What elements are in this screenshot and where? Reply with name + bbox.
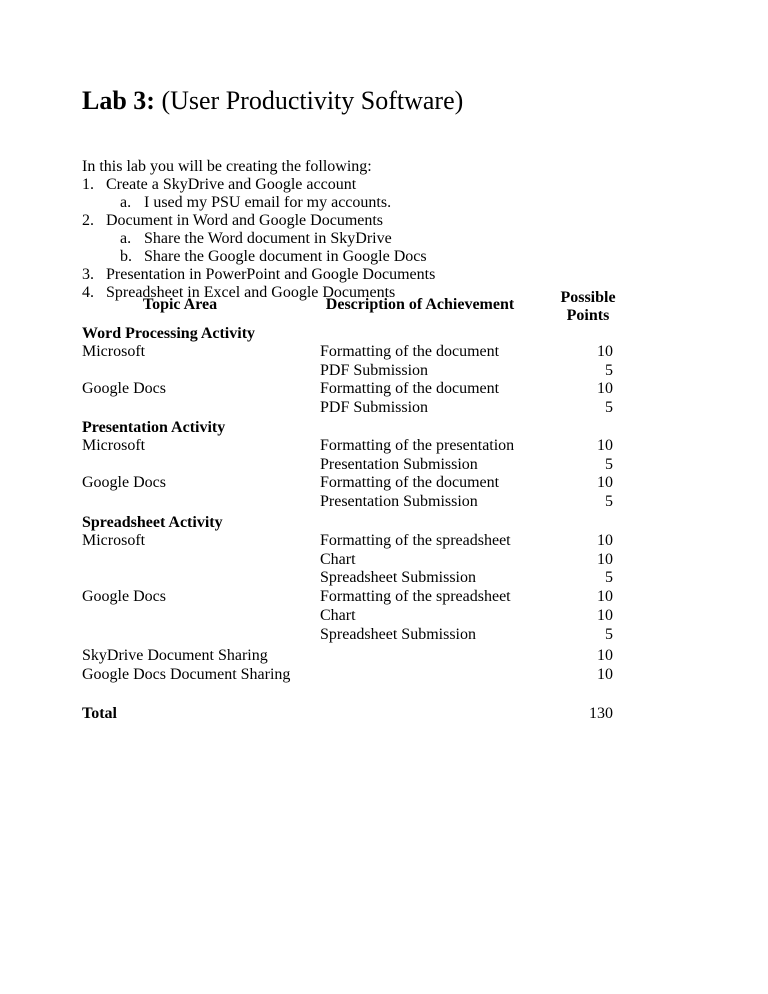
row-points: 5	[605, 625, 613, 643]
intro-text: In this lab you will be creating the following:	[82, 158, 372, 175]
header-points-2: Points	[566, 307, 610, 324]
total-points: 130	[589, 705, 613, 722]
section-heading: Presentation Activity	[82, 419, 226, 436]
total-label: Total	[82, 705, 117, 722]
row-topic: Google Docs	[82, 588, 166, 606]
row-points: 10	[597, 380, 613, 398]
row-topic: SkyDrive Document Sharing	[82, 647, 268, 665]
header-topic: Topic Area	[142, 296, 218, 313]
list-marker: a.	[120, 194, 132, 211]
list-marker: a.	[120, 230, 132, 247]
row-description: Formatting of the spreadsheet	[320, 532, 511, 549]
row-description: PDF Submission	[320, 361, 429, 379]
list-item: Spreadsheet in Excel and Google Documents	[106, 284, 396, 301]
row-points: 10	[597, 343, 613, 360]
list-item: Document in Word and Google Documents	[106, 212, 384, 229]
row-points: 10	[597, 532, 613, 549]
list-marker: b.	[120, 248, 132, 265]
row-points: 5	[605, 399, 613, 417]
row-points: 10	[597, 647, 613, 665]
row-topic: Microsoft	[82, 532, 146, 549]
row-points: 10	[597, 606, 613, 624]
list-item: Create a SkyDrive and Google account	[106, 176, 357, 193]
row-description: Formatting of the document	[320, 474, 500, 492]
row-points: 10	[597, 588, 613, 606]
row-topic: Google Docs	[82, 474, 166, 492]
row-description: Formatting of the document	[320, 380, 500, 398]
row-description: Formatting of the document	[320, 343, 500, 360]
list-marker: 2.	[82, 212, 94, 229]
row-points: 5	[605, 361, 613, 379]
header-description: Description of Achievement	[325, 296, 515, 313]
row-description: Spreadsheet Submission	[320, 625, 476, 643]
row-description: Presentation Submission	[320, 455, 478, 473]
list-item: I used my PSU email for my accounts.	[144, 194, 392, 211]
row-topic: Microsoft	[82, 343, 146, 360]
row-topic: Google Docs	[82, 380, 166, 398]
row-description: PDF Submission	[320, 399, 429, 417]
list-marker: 4.	[82, 284, 94, 301]
section-heading: Spreadsheet Activity	[82, 514, 223, 531]
row-topic: Google Docs Document Sharing	[82, 665, 291, 683]
row-description: Presentation Submission	[320, 493, 478, 511]
list-marker: 3.	[82, 266, 94, 283]
section-heading: Word Processing Activity	[82, 325, 256, 342]
list-marker: 1.	[82, 176, 94, 193]
row-points: 5	[605, 455, 613, 473]
list-item: Share the Word document in SkyDrive	[144, 230, 392, 247]
row-points: 10	[597, 550, 613, 568]
row-description: Formatting of the presentation	[320, 437, 515, 454]
row-points: 5	[605, 569, 613, 587]
list-item: Presentation in PowerPoint and Google Documents	[106, 266, 436, 283]
row-description: Spreadsheet Submission	[320, 569, 476, 587]
row-description: Chart	[320, 550, 356, 568]
row-description: Formatting of the spreadsheet	[320, 588, 511, 606]
row-description: Chart	[320, 606, 356, 624]
header-points-1: Possible	[560, 289, 616, 306]
row-topic: Microsoft	[82, 437, 146, 454]
title-bold: Lab 3:	[82, 86, 155, 115]
list-item: Share the Google document in Google Docs	[144, 248, 427, 265]
page-title	[82, 86, 463, 116]
row-points: 10	[597, 474, 613, 492]
row-points: 10	[597, 437, 613, 454]
row-points: 10	[597, 665, 613, 683]
title-rest: (User Productivity Software)	[154, 86, 464, 115]
row-points: 5	[605, 493, 613, 511]
